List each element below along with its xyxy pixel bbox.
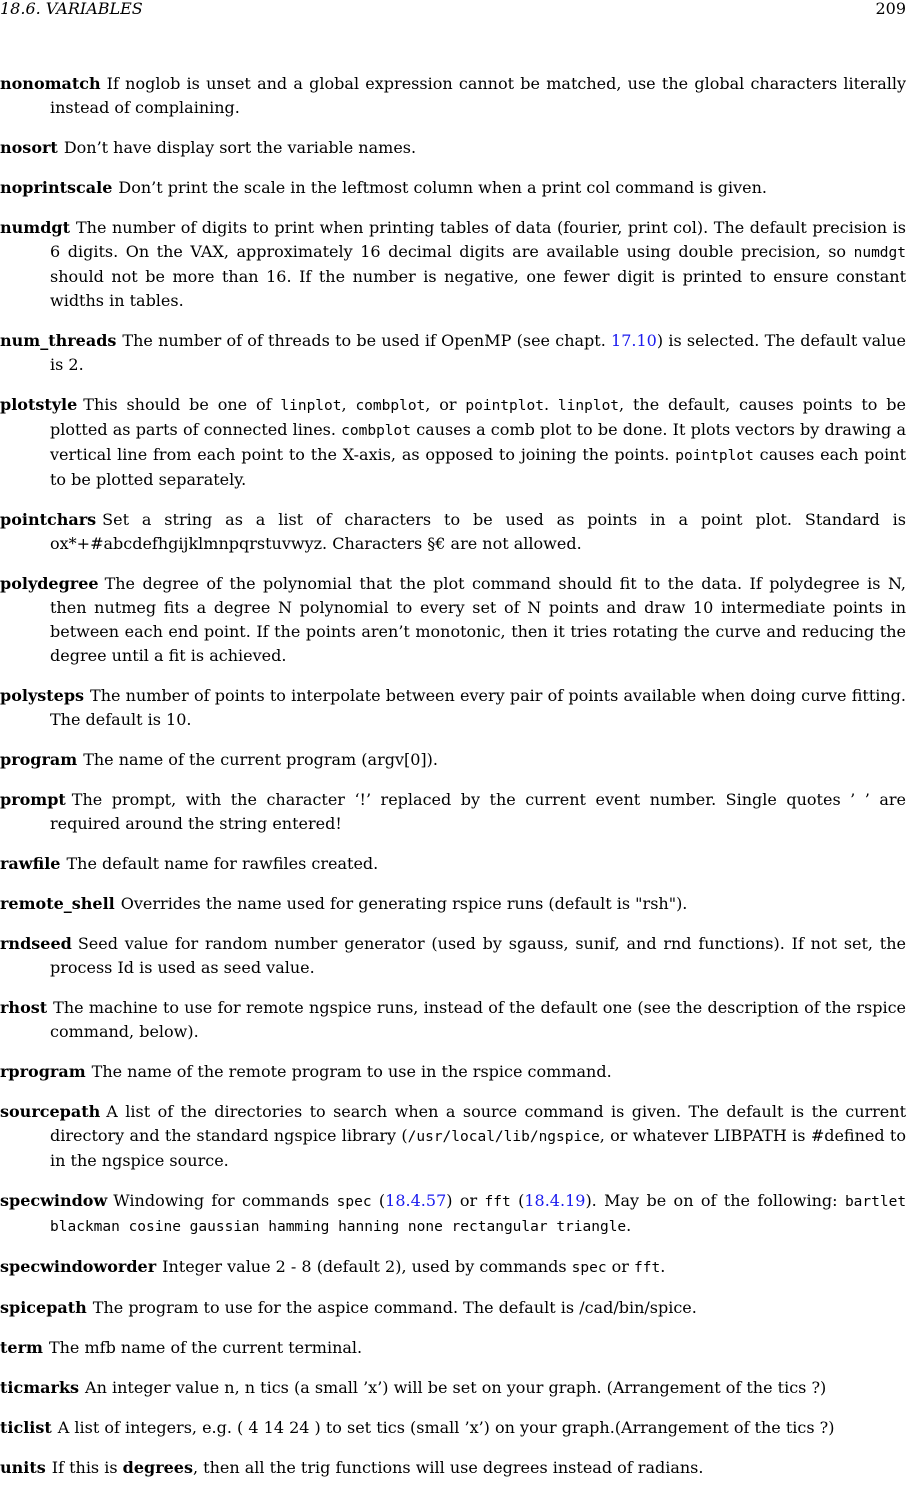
variable-entry-numdgt xyxy=(0,216,906,313)
description-text: The prompt, with the character ‘!’ replaced by the current event number. Single quotes ’ ’ are required around the string entered! xyxy=(50,790,906,833)
variable-name: noprintscale xyxy=(0,178,113,197)
variable-entry-specwindow xyxy=(0,1189,906,1239)
variable-name: units xyxy=(0,1458,46,1477)
variable-entry-remote-shell xyxy=(0,892,906,916)
description-text: Seed value for random number generator (used by sgauss, sunif, and rnd functions). If not set, the process Id is used as seed value. xyxy=(50,934,906,977)
variable-name: ticmarks xyxy=(0,1378,80,1397)
description-text: Don’t have display sort the variable names. xyxy=(63,138,417,157)
variable-name: nonomatch xyxy=(0,74,101,93)
variable-entry-program xyxy=(0,748,906,772)
description-text: This should be one of xyxy=(83,395,281,414)
section-reference-link[interactable]: 18.4.57 xyxy=(385,1191,447,1210)
description-text: causes each point to be plotted separately. xyxy=(50,445,906,489)
variable-name: prompt xyxy=(0,790,66,809)
variable-entry-polysteps xyxy=(0,684,906,732)
code-text: combplot xyxy=(355,398,426,414)
description-text: , or xyxy=(425,395,466,414)
description-text: , the default, causes points to be plotted as parts of connected lines. xyxy=(50,395,906,439)
description-text: ) or xyxy=(446,1191,485,1210)
code-text: /usr/local/lib/ngspice xyxy=(407,1129,600,1145)
description-text: or xyxy=(606,1257,635,1276)
variable-entry-ticmarks xyxy=(0,1376,906,1400)
code-text: linplot xyxy=(557,398,620,414)
variable-entry-prompt xyxy=(0,788,906,836)
description-text: ( xyxy=(510,1191,525,1210)
description-text: Integer value 2 - 8 (default 2), used by commands xyxy=(162,1257,572,1276)
page-number: 209 xyxy=(875,0,906,18)
description-text: , xyxy=(341,395,356,414)
description-text: The machine to use for remote ngspice runs, instead of the default one (see the description of the rspice command, below). xyxy=(50,998,906,1041)
variable-name: polydegree xyxy=(0,574,99,593)
variable-name: polysteps xyxy=(0,686,85,705)
variable-entry-nosort xyxy=(0,136,906,160)
variable-name: specwindoworder xyxy=(0,1257,157,1276)
variable-name: rndseed xyxy=(0,934,72,953)
section-title: 18.6. VARIABLES xyxy=(0,0,143,18)
description-text: If this is xyxy=(51,1458,123,1477)
variable-entry-specwindoworder xyxy=(0,1255,906,1280)
variable-name: nosort xyxy=(0,138,58,157)
section-reference-link[interactable]: 18.4.19 xyxy=(524,1191,586,1210)
variable-name: numdgt xyxy=(0,218,70,237)
variable-name: plotstyle xyxy=(0,395,78,414)
code-text: fft xyxy=(484,1194,511,1210)
section-reference-link[interactable]: 17.10 xyxy=(611,331,657,350)
description-text: should not be more than 16. If the number is negative, one fewer digit is printed to ensure constant widths in tables. xyxy=(50,267,906,310)
variable-entry-spicepath xyxy=(0,1296,906,1320)
variable-entry-sourcepath xyxy=(0,1100,906,1173)
variable-name: remote_shell xyxy=(0,894,115,913)
description-text: . xyxy=(660,1257,666,1276)
description-text: A list of the directories to search when a source command is given. The default is the current directory and the standard ngspice library ( xyxy=(50,1102,906,1145)
description-text: The number of points to interpolate between every pair of points available when doing curve fitting. The default is 10. xyxy=(50,686,906,729)
variable-entry-rawfile xyxy=(0,852,906,876)
variable-entry-rprogram xyxy=(0,1060,906,1084)
variable-entry-num-threads xyxy=(0,329,906,377)
variable-name: sourcepath xyxy=(0,1102,101,1121)
description-text: An integer value n, n tics (a small ’x’) will be set on your graph. (Arrangement of the tics ?) xyxy=(85,1378,827,1397)
code-text: spec xyxy=(571,1260,607,1276)
description-text: . xyxy=(626,1216,632,1235)
variable-entry-term xyxy=(0,1336,906,1360)
variable-entry-rhost xyxy=(0,996,906,1044)
description-text: If noglob is unset and a global expression cannot be matched, use the global characters literally instead of complaining. xyxy=(50,74,906,117)
code-text: numdgt xyxy=(853,245,906,261)
description-text: Set a string as a list of characters to be used as points in a point plot. Standard is ox*+#abcdefhgijklmnpqrstuvwyz. Characters §€ are not allowed. xyxy=(50,510,906,553)
description-text: causes a comb plot to be done. It plots vectors by drawing a vertical line from each point to the X-axis, as opposed to joining the points. xyxy=(50,420,906,464)
variable-name: spicepath xyxy=(0,1298,87,1317)
variable-name: rhost xyxy=(0,998,48,1017)
page-header xyxy=(0,0,906,20)
variable-entry-plotstyle xyxy=(0,393,906,492)
description-text: ) is selected. The default value is 2. xyxy=(50,331,906,374)
variable-entry-polydegree xyxy=(0,572,906,668)
description-text: The program to use for the aspice command. The default is /cad/bin/spice. xyxy=(92,1298,697,1317)
variable-entry-noprintscale xyxy=(0,176,906,200)
description-text: The name of the remote program to use in the rspice command. xyxy=(91,1062,612,1081)
variable-entry-ticlist xyxy=(0,1416,906,1440)
description-text: ( xyxy=(371,1191,386,1210)
description-text: The default name for rawfiles created. xyxy=(66,854,379,873)
description-text: The number of digits to print when printing tables of data (fourier, print col). The default precision is 6 digits. On the VAX, approximately 16 decimal digits are available using double precision, so xyxy=(50,218,906,261)
description-text: Windowing for commands xyxy=(113,1191,337,1210)
code-text: fft xyxy=(634,1260,661,1276)
variable-name: rprogram xyxy=(0,1062,86,1081)
description-text: ). May be on of the following: xyxy=(585,1191,845,1210)
code-text: combplot xyxy=(341,423,411,439)
description-text: The number of of threads to be used if OpenMP (see chapt. xyxy=(122,331,612,350)
code-text: pointplot xyxy=(675,448,754,464)
code-text: spec xyxy=(336,1194,372,1210)
variable-entry-nonomatch xyxy=(0,72,906,120)
variable-entry-pointchars xyxy=(0,508,906,556)
variable-entry-units xyxy=(0,1456,906,1480)
variable-name: program xyxy=(0,750,78,769)
description-text: Overrides the name used for generating rspice runs (default is "rsh"). xyxy=(120,894,688,913)
emphasized-text: degrees xyxy=(122,1458,193,1477)
description-text: The mfb name of the current terminal. xyxy=(48,1338,363,1357)
variable-entry-rndseed xyxy=(0,932,906,980)
variable-name: term xyxy=(0,1338,43,1357)
description-text: , or whatever LIBPATH is #defined to in the ngspice source. xyxy=(50,1126,906,1170)
description-text: Don’t print the scale in the leftmost column when a print col command is given. xyxy=(118,178,768,197)
variable-name: specwindow xyxy=(0,1191,108,1210)
description-text: The name of the current program (argv[0]). xyxy=(83,750,438,769)
code-text: pointplot xyxy=(465,398,544,414)
description-text: The degree of the polynomial that the plot command should fit to the data. If polydegree is N, then nutmeg fits a degree N polynomial to every set of N points and draw 10 intermediate points in between each end point. If the points aren’t monotonic, then it tries rotating the curve and reducing the degree until a fit is achieved. xyxy=(50,574,906,665)
description-text: , then all the trig functions will use degrees instead of radians. xyxy=(193,1458,704,1477)
description-text: . xyxy=(543,395,558,414)
variable-name: rawfile xyxy=(0,854,61,873)
code-text: bartlet blackman cosine gaussian hamming hanning none rectangular triangle xyxy=(50,1194,906,1235)
variable-name: num_threads xyxy=(0,331,117,350)
variable-list xyxy=(0,72,906,1496)
variable-name: ticlist xyxy=(0,1418,52,1437)
variable-name: pointchars xyxy=(0,510,97,529)
description-text: A list of integers, e.g. ( 4 14 24 ) to set tics (small ’x’) on your graph.(Arrangement of the tics ?) xyxy=(57,1418,835,1437)
code-text: linplot xyxy=(280,398,342,414)
